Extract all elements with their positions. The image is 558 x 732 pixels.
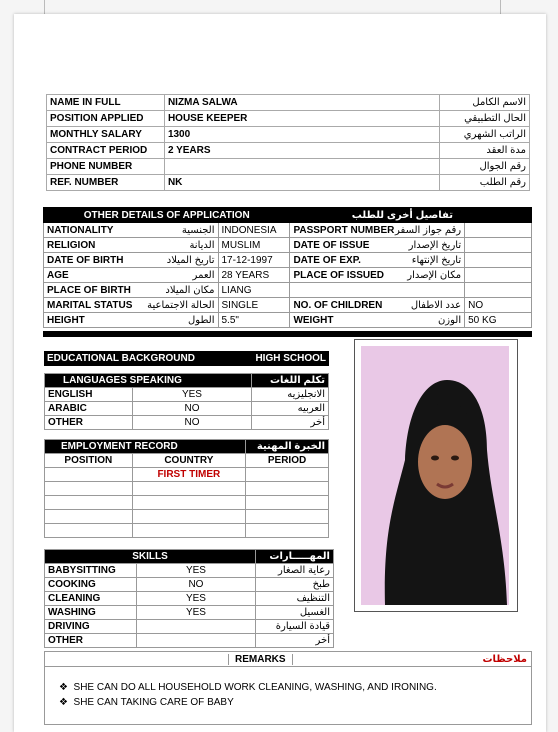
bullet-icon: ❖: [59, 697, 68, 708]
employment-table: [44, 439, 329, 538]
row-label: BABYSITTING: [45, 564, 137, 578]
field-label: [290, 238, 465, 253]
column-header: PERIOD: [246, 454, 329, 468]
field-value: [465, 268, 532, 283]
field-label-ar: مكان الميلاد: [165, 284, 215, 296]
field-value: 50 KG: [465, 313, 532, 328]
field-label: NAME IN FULL: [47, 95, 165, 111]
field-value: INDONESIA: [218, 223, 290, 238]
skills-table: [44, 549, 334, 648]
field-label-ar: الوزن: [437, 314, 462, 326]
section-title-ar: تكلم اللغات: [252, 374, 329, 388]
section-title: EMPLOYMENT RECORD: [45, 440, 246, 454]
field-label-ar: رقم الجوال: [440, 159, 530, 175]
column-headers: [45, 454, 329, 468]
row-value: YES: [136, 592, 255, 606]
field-label-en: WEIGHT: [293, 314, 334, 326]
field-label: [44, 268, 219, 283]
row-value: YES: [136, 606, 255, 620]
section-title: LANGUAGES SPEAKING: [45, 374, 252, 388]
row-label-ar: التنظيف: [256, 592, 334, 606]
section-header: [45, 550, 334, 564]
field-value: SINGLE: [218, 298, 290, 313]
section-title-ar: المهـــــارات: [256, 550, 334, 564]
row-label: WASHING: [45, 606, 137, 620]
field-value: NK: [164, 175, 439, 191]
field-label: [44, 298, 219, 313]
table-row: [45, 482, 329, 496]
field-value: [465, 223, 532, 238]
table-row: [44, 283, 532, 298]
row-label: ENGLISH: [45, 388, 133, 402]
table-row: [45, 388, 329, 402]
row-value: YES: [132, 388, 251, 402]
field-value: [164, 159, 439, 175]
remarks-box: [44, 651, 532, 725]
field-label: REF. NUMBER: [47, 175, 165, 191]
table-row: [45, 564, 334, 578]
table-row: [45, 634, 334, 648]
row-label: OTHER: [45, 634, 137, 648]
field-label-ar: مكان الإصدار: [407, 269, 462, 281]
other-details-table: [43, 207, 532, 328]
table-row: [47, 159, 530, 175]
table-row: [44, 313, 532, 328]
table-row: [45, 496, 329, 510]
row-value: NO: [136, 578, 255, 592]
section-title-ar: تفاصيل أخرى للطلب: [290, 208, 532, 223]
field-label-en: MARITAL STATUS: [47, 299, 133, 311]
field-label-en: RELIGION: [47, 239, 96, 251]
field-label-ar: مدة العقد: [440, 143, 530, 159]
field-label: [44, 283, 219, 298]
field-label-en: PLACE OF ISSUED: [293, 269, 385, 281]
field-label: [290, 268, 465, 283]
field-value: HOUSE KEEPER: [164, 111, 439, 127]
field-label-en: DATE OF BIRTH: [47, 254, 124, 266]
list-item: ❖ SHE CAN TAKING CARE OF BABY: [59, 697, 234, 708]
field-label-ar: الطول: [188, 314, 215, 326]
row-label-ar: أخر: [256, 634, 334, 648]
field-label: [44, 238, 219, 253]
row-label: COOKING: [45, 578, 137, 592]
field-label-en: DATE OF ISSUE: [293, 239, 370, 251]
page-corner-mark: [30, 0, 45, 15]
field-label-ar: تاريخ الميلاد: [166, 254, 215, 266]
education-bar: [44, 351, 329, 366]
row-value: YES: [136, 564, 255, 578]
section-header: [44, 208, 532, 223]
row-label-ar: رعاية الصغار: [256, 564, 334, 578]
row-label: CLEANING: [45, 592, 137, 606]
table-row: [45, 402, 329, 416]
field-label: [290, 313, 465, 328]
field-label-ar: تاريخ الإنتهاء: [411, 254, 462, 266]
applicant-photo: [354, 339, 518, 612]
table-row: [45, 416, 329, 430]
remarks-header: [45, 652, 531, 667]
field-value: [465, 238, 532, 253]
field-label-en: AGE: [47, 269, 69, 281]
row-label: ARABIC: [45, 402, 133, 416]
employment-note: FIRST TIMER: [132, 468, 245, 482]
field-label: [44, 253, 219, 268]
table-row: [45, 606, 334, 620]
field-value: 2 YEARS: [164, 143, 439, 159]
table-row: [45, 592, 334, 606]
section-header: [45, 440, 329, 454]
row-label-ar: الغسيل: [256, 606, 334, 620]
field-label-ar: رقم جواز السفر: [395, 224, 462, 236]
personal-info-table: [46, 94, 530, 191]
field-label-ar: الجنسية: [181, 224, 215, 236]
field-label-en: PLACE OF BIRTH: [47, 284, 131, 296]
row-value: [136, 620, 255, 634]
field-label-ar: رقم الطلب: [440, 175, 530, 191]
field-label-en: DATE OF EXP.: [293, 254, 361, 266]
field-label-en: HEIGHT: [47, 314, 85, 326]
list-item: ❖ SHE CAN DO ALL HOUSEHOLD WORK CLEANING, WASHING, AND IRONING.: [59, 682, 437, 693]
field-label-ar: الاسم الكامل: [440, 95, 530, 111]
table-row: [47, 95, 530, 111]
field-label: PHONE NUMBER: [47, 159, 165, 175]
table-row: [45, 510, 329, 524]
bullet-icon: ❖: [59, 682, 68, 693]
column-header: POSITION: [45, 454, 133, 468]
column-header: COUNTRY: [132, 454, 245, 468]
row-label: DRIVING: [45, 620, 137, 634]
row-label-ar: العربيه: [252, 402, 329, 416]
field-value: NIZMA SALWA: [164, 95, 439, 111]
field-label-ar: الحالة الاجتماعية: [147, 299, 215, 311]
row-label-ar: طبخ: [256, 578, 334, 592]
field-label: [290, 223, 465, 238]
field-label-ar: العمر: [192, 269, 215, 281]
field-label-ar: الحال التطبيقي: [440, 111, 530, 127]
row-value: [136, 634, 255, 648]
remarks-title: REMARKS: [228, 654, 293, 665]
languages-table: [44, 373, 329, 430]
row-label-ar: أخر: [252, 416, 329, 430]
field-label-en: NATIONALITY: [47, 224, 114, 236]
field-label: [290, 283, 465, 298]
field-label: POSITION APPLIED: [47, 111, 165, 127]
row-label-ar: الانجليزيه: [252, 388, 329, 402]
remarks-list: [59, 682, 437, 712]
field-value: 28 YEARS: [218, 268, 290, 283]
row-label-ar: قيادة السيارة: [256, 620, 334, 634]
field-value: [465, 253, 532, 268]
table-row: [44, 238, 532, 253]
section-title: SKILLS: [45, 550, 256, 564]
field-label-en: PASSPORT NUMBER: [293, 224, 395, 236]
row-value: NO: [132, 416, 251, 430]
field-value: MUSLIM: [218, 238, 290, 253]
table-row: [45, 524, 329, 538]
field-label-en: NO. OF CHILDREN: [293, 299, 383, 311]
field-value: 1300: [164, 127, 439, 143]
field-label-ar: الديانة: [189, 239, 215, 251]
education-label: EDUCATIONAL BACKGROUND: [47, 353, 195, 364]
education-value: HIGH SCHOOL: [255, 353, 326, 364]
field-label: [290, 298, 465, 313]
table-row: [45, 578, 334, 592]
field-label-ar: عدد الاطفال: [410, 299, 462, 311]
field-label-ar: الراتب الشهري: [440, 127, 530, 143]
row-label: OTHER: [45, 416, 133, 430]
field-value: LIANG: [218, 283, 290, 298]
table-row: [47, 111, 530, 127]
table-row: [45, 620, 334, 634]
field-label: [44, 313, 219, 328]
table-row: [47, 143, 530, 159]
field-label: MONTHLY SALARY: [47, 127, 165, 143]
page-corner-mark: [500, 0, 515, 15]
table-row: [44, 253, 532, 268]
field-value: 5.5": [218, 313, 290, 328]
remarks-title-ar: ملاحظات: [482, 654, 527, 665]
section-title-ar: الخبرة المهنية: [246, 440, 329, 454]
section-divider: [43, 331, 532, 337]
field-value: [465, 283, 532, 298]
field-label-ar: تاريخ الإصدار: [408, 239, 462, 251]
section-header: [45, 374, 329, 388]
portrait-image: [355, 340, 517, 611]
table-row: [44, 268, 532, 283]
table-row: [47, 127, 530, 143]
table-row: [44, 223, 532, 238]
table-row: [45, 468, 329, 482]
field-value: NO: [465, 298, 532, 313]
row-value: NO: [132, 402, 251, 416]
table-row: [47, 175, 530, 191]
table-row: [44, 298, 532, 313]
section-title: OTHER DETAILS OF APPLICATION: [44, 208, 290, 223]
field-label: CONTRACT PERIOD: [47, 143, 165, 159]
field-value: 17-12-1997: [218, 253, 290, 268]
field-label: [290, 253, 465, 268]
field-label: [44, 223, 219, 238]
